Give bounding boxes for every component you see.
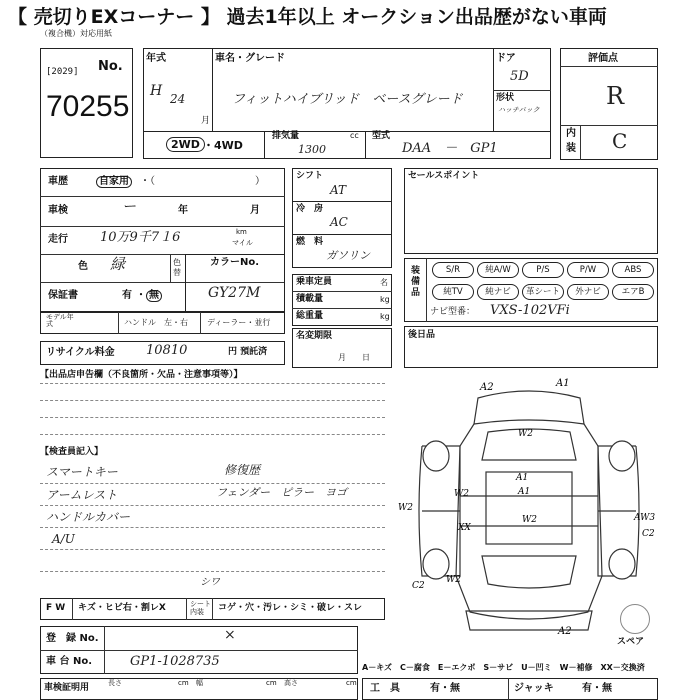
cert-label: 車検証明用 [44,683,90,693]
damage-mark: C2 [642,529,655,539]
mileage-label: 走行 [48,234,68,245]
sheet-code: [2029] [46,67,79,77]
equipment-item: P/S [522,262,564,278]
year-era: H [150,83,163,99]
cert-length: 長さ [108,679,122,687]
interior-label-2: 装 [566,143,576,154]
spare-label: スペア [617,637,645,647]
color-change-label: 色替 [173,258,181,277]
damage-mark: W2 [398,503,413,513]
fuel-label: 燃 料 [296,237,324,247]
drive-4wd: ・4WD [203,139,243,152]
inspector-note: スマートキー [46,465,118,479]
equipment-label: 装備品 [411,266,421,298]
fuel-value: ガソリン [326,249,370,262]
weight-unit: kg [380,312,390,321]
damage-mark: W2 [522,515,537,525]
interior-value: C [612,129,628,153]
reg-mark: × [224,627,236,643]
history-label: 車歴 [48,176,68,187]
equipment-item: P/W [567,262,609,278]
spare-tire-icon [620,604,650,634]
reg-label: 登 録 No. [46,633,99,644]
inspector-note: アームレスト [46,488,118,502]
damage-mark: A2 [480,382,494,393]
jack-value: 有・無 [582,683,612,694]
tools-row [362,678,658,700]
equipment-item: エアB [612,284,654,300]
recycle-label: リサイクル料金 [46,347,115,358]
page-title: 【 売切りEXコーナー 】 過去1年以上 オークション出品歴がない車両 [8,6,607,28]
door-label: ドア [496,53,516,64]
equipment-item: ABS [612,262,654,278]
door-value: 5D [510,69,529,84]
interior-defect-text: コゲ・穴・汚レ・シミ・破レ・スレ [218,603,363,613]
form-subtitle: （複合機）対応用紙 [40,29,112,38]
modification-label: 名変期限 [296,331,333,341]
equipment-item: S/R [432,262,474,278]
year-label: 年式 [146,53,166,64]
ac-value: AC [330,215,348,229]
damage-mark: W2 [454,489,469,499]
inspection-year-unit: 年 [178,205,188,216]
displacement-label: 排気量 [272,131,300,141]
inspection-value: ー [122,199,136,215]
tools-label: 工 具 [370,683,400,694]
equipment-item: 革シート [522,284,564,300]
dealer-text: ディーラー・並行 [207,318,271,327]
equipment-item: 純ナビ [477,284,519,300]
drive-2wd: 2WD [166,137,205,152]
damage-mark: A1 [556,378,570,389]
warranty-separator: ・ [136,290,146,301]
cert-height: 高さ [284,679,298,687]
equipment-item: 純TV [432,284,474,300]
warranty-no: 無 [146,290,162,302]
shift-value: AT [330,183,347,197]
color-code-label: カラーNo. [210,257,260,268]
weight-label: 総重量 [296,311,324,321]
fw-label: F W [46,603,66,613]
passengers-label: 乗車定員 [296,277,333,287]
damage-mark: C2 [412,581,425,591]
shape-value: ハッチバック [498,106,540,114]
damage-mark: A1 [516,473,529,483]
mileage-unit-km: km [236,228,247,236]
declaration-label: 【出品店申告欄（不良箇所・欠品・注意事項等）】 [40,370,243,380]
car-damage-diagram [398,376,660,638]
color-label: 色 [78,261,88,272]
equipment-item: 純A/W [477,262,519,278]
tools-value: 有・無 [430,683,460,694]
chassis-label: 車 台 No. [46,656,93,667]
mileage-value: 10万9千7１6 [100,230,181,245]
color-value: 緑 [110,255,126,273]
vehicle-name-value: フィットハイブリッド ベースグレード [232,92,463,107]
inspector-note: ハンドルカバー [46,510,131,524]
warranty-yes: 有 [122,290,132,301]
damage-mark: XX [458,523,471,533]
inspection-month-unit: 月 [250,205,260,216]
inspector-note: 修復歴 [224,463,261,477]
displacement-value: 1300 [298,143,326,156]
rear-items-box [404,326,658,368]
load-label: 積載量 [296,294,324,304]
damage-legend: A－キズ C－腐食 E－エクボ S－サビ U－凹ミ W－補修 XX－交換済 [362,663,645,672]
shape-label: 形状 [496,93,515,103]
modification-unit: 月 日 [338,353,370,362]
history-suffix: ・（ ） [140,176,265,187]
load-unit: kg [380,295,390,304]
seat-label: シート内装 [190,600,211,616]
history-value: 自家用 [96,176,132,188]
inspector-label: 【検査員記入】 [40,447,104,457]
vehicle-name-label: 車名・グレード [215,53,285,64]
listing-number: 70255 [46,90,130,123]
interior-label-1: 内 [566,128,576,139]
recycle-value: 10810 [146,343,188,358]
rear-items-label: 後日品 [408,330,436,340]
model-label: 型式 [372,131,391,141]
nav-value: VXS-102VFi [490,303,570,318]
score-value: R [606,82,625,110]
damage-mark: AW3 [634,513,656,523]
warranty-label: 保証書 [48,290,78,301]
year-month-suffix: 月 [201,116,211,126]
chassis-value: GP1-1028735 [130,654,220,669]
recycle-unit: 円 預託済 [228,347,268,357]
inspection-label: 車検 [48,205,68,216]
damage-mark: W2 [446,575,461,585]
cert-cm: cm [346,679,357,687]
score-label: 評価点 [588,53,618,64]
damage-mark: A2 [558,626,572,637]
equipment-item: 外ナビ [567,284,609,300]
passengers-unit: 名 [380,278,388,287]
ac-label: 冷 房 [296,204,324,214]
mileage-unit-mile: マイル [232,239,253,247]
sales-point-label: セールスポイント [408,171,480,181]
cert-width: 幅 [196,679,203,687]
inspector-note: A/U [52,532,75,546]
fw-text: キズ・ヒビ右・割レX [78,603,166,613]
color-code-value: GY27M [208,285,261,301]
nav-label: ナビ型番： [430,307,476,317]
handle-text: ハンドル 左・右 [124,318,188,327]
jack-label: ジャッキ [514,683,554,694]
model-value: DAA － GP1 [402,141,498,156]
no-label: No. [98,59,123,74]
damage-mark: A1 [518,487,531,497]
displacement-unit: cc [350,131,359,140]
year-value: 24 [170,92,186,106]
shift-label: シフト [296,171,324,181]
inspector-note: フェンダー ピラー ヨゴ [216,486,348,499]
fw-mark: シワ [200,577,220,588]
cert-cm: cm [266,679,277,687]
model-type-label: モデル年式 [46,313,74,328]
cert-cm: cm [178,679,189,687]
damage-mark: W2 [518,429,533,439]
